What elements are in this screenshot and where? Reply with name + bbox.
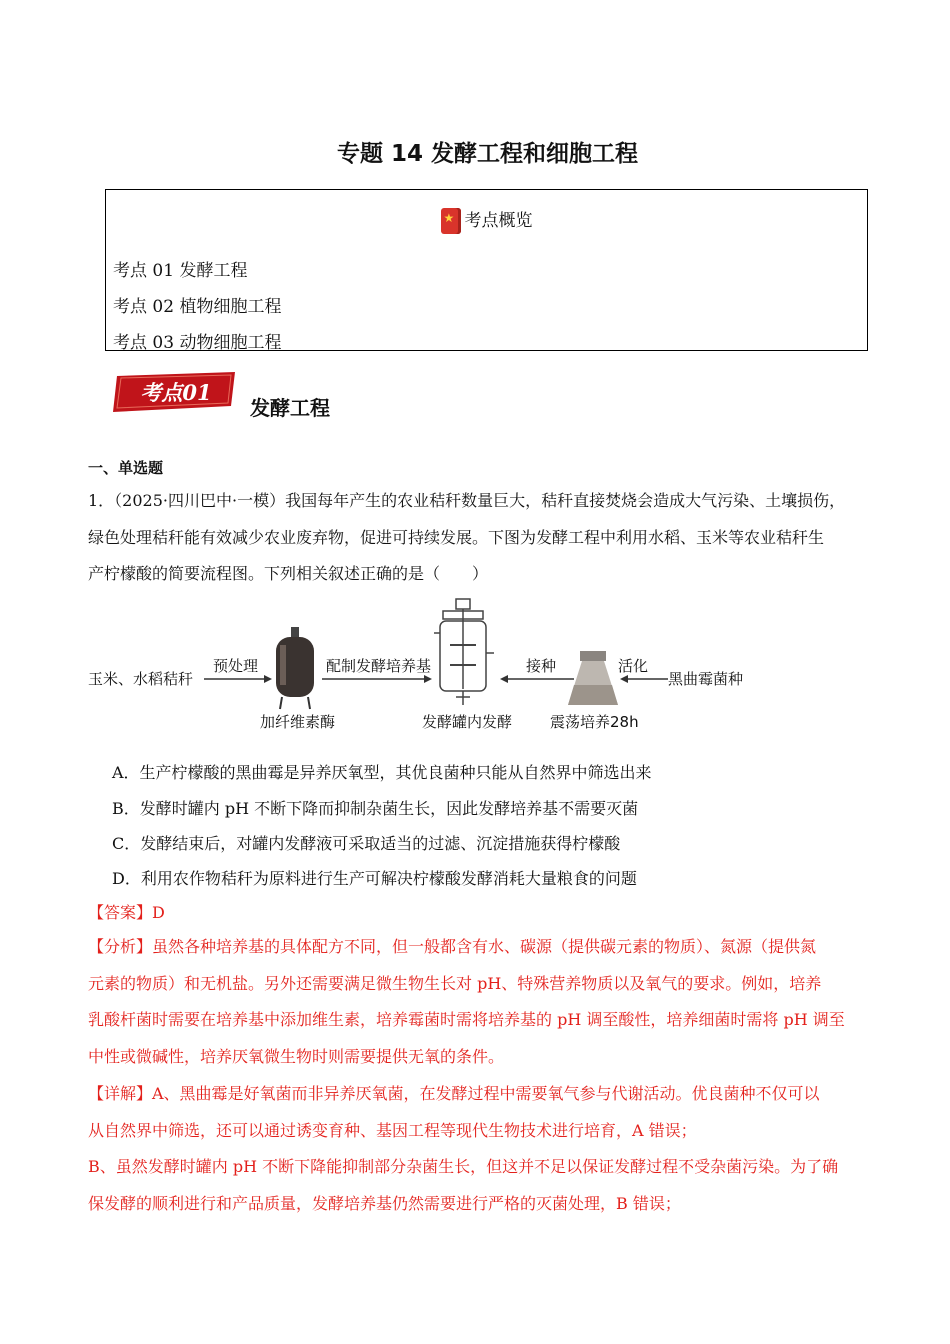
diagram-enzyme-label: 加纤维素酶 (260, 713, 336, 731)
option-c: C．发酵结束后，对罐内发酵液可采取适当的过滤、沉淀措施获得柠檬酸 (112, 834, 621, 853)
section-title: 发酵工程 (250, 396, 330, 420)
diagram-activate-label: 活化 (618, 657, 649, 675)
option-d: D．利用农作物秸秆为原料进行生产可解决柠檬酸发酵消耗大量粮食的问题 (112, 869, 637, 888)
analysis-line: 乳酸杆菌时需要在培养基中添加维生素，培养霉菌时需将培养基的 pH 调至酸性，培养细菌时需将 pH 调至 (88, 1010, 845, 1029)
overview-item-3: 考点 03 动物细胞工程 (113, 333, 282, 353)
diagram-tank-label: 发酵罐内发酵 (422, 713, 513, 731)
diagram-strain-label: 黑曲霉菌种 (668, 670, 744, 688)
analysis-line: 【分析】虽然各种培养基的具体配方不同，但一般都含有水、碳源（提供碳元素的物质）、氮源（提供氮 (88, 937, 817, 956)
analysis-block (88, 929, 872, 1075)
overview-box (105, 189, 868, 351)
flask-icon (568, 651, 618, 705)
diagram-shake-label: 震荡培养28h (550, 713, 639, 731)
question-type-heading: 一、单选题 (88, 459, 164, 477)
diagram-pretreat-label: 预处理 (213, 657, 259, 675)
question-line: 绿色处理秸秆能有效减少农业废弃物，促进可持续发展。下图为发酵工程中利用水稻、玉米等农业秸秆生 (88, 527, 825, 547)
analysis-line: 中性或微碱性，培养厌氧微生物时则需要提供无氧的条件。 (88, 1046, 505, 1066)
detail-block (88, 1076, 872, 1222)
detail-line: B、虽然发酵时罐内 pH 不断下降能抑制部分杂菌生长，但这并不足以保证发酵过程不受杂菌污染。为了确 (88, 1157, 839, 1176)
document-title: 专题 14 发酵工程和细胞工程 (336, 141, 639, 167)
overview-heading-label: 考点概览 (464, 211, 533, 231)
question-line: 产柠檬酸的简要流程图。下列相关叙述正确的是（ ） (88, 564, 489, 583)
detail-line: 【详解】A、黑曲霉是好氧菌而非异养厌氧菌，在发酵过程中需要氧气参与代谢活动。优良菌种不仅可以 (88, 1084, 820, 1103)
fermenter-icon (434, 599, 494, 705)
diagram-raw-material: 玉米、水稻秸秆 (88, 670, 194, 688)
analysis-line: 元素的物质）和无机盐。另外还需要满足微生物生长对 pH、特殊营养物质以及氧气的要求。例如，培养 (88, 973, 822, 993)
book-icon (441, 208, 461, 234)
digester-tank-icon (276, 627, 314, 709)
answer-line: 【答案】D (88, 903, 165, 922)
detail-line: 保发酵的顺利进行和产品质量，发酵培养基仍然需要进行严格的灭菌处理，B 错误； (88, 1193, 681, 1213)
overview-item-2: 考点 02 植物细胞工程 (113, 297, 282, 317)
option-b: B．发酵时罐内 pH 不断下降而抑制杂菌生长，因此发酵培养基不需要灭菌 (112, 799, 639, 818)
option-a: A．生产柠檬酸的黑曲霉是异养厌氧型，其优良菌种只能从自然界中筛选出来 (112, 763, 652, 782)
diagram-inoculate-label: 接种 (526, 657, 557, 675)
section-badge (113, 372, 239, 412)
question-stem (88, 483, 872, 593)
section-badge-label: 考点01 (140, 380, 212, 405)
question-line: 1．（2025·四川巴中·一模）我国每年产生的农业秸秆数量巨大，秸秆直接焚烧会造成大气污染、土壤损伤， (88, 491, 846, 510)
process-diagram (88, 593, 768, 743)
overview-item-1: 考点 01 发酵工程 (113, 261, 248, 281)
detail-line: 从自然界中筛选，还可以通过诱变育种、基因工程等现代生物技术进行培育，A 错误； (88, 1120, 697, 1140)
diagram-medium-label: 配制发酵培养基 (326, 657, 432, 675)
overview-heading (106, 206, 867, 234)
